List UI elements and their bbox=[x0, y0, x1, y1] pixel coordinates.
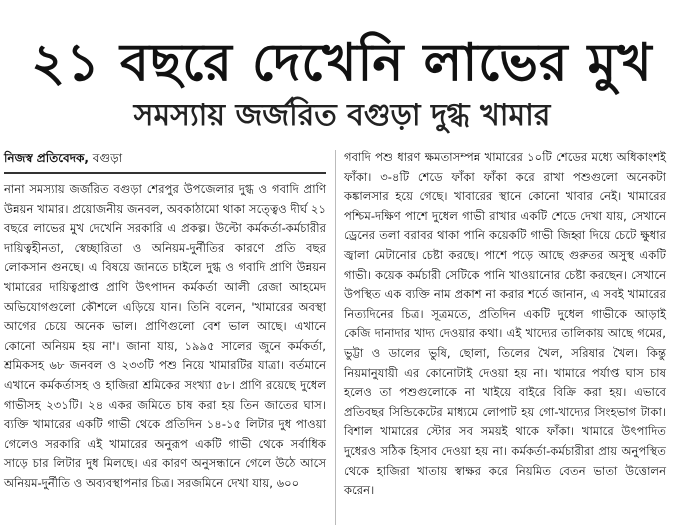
subheadline: সমস্যায় জর্জরিত বগুড়া দুগ্ধ খামার bbox=[133, 98, 551, 133]
byline-rule bbox=[4, 172, 326, 174]
right-column-text: গবাদি পশু ধারণ ক্ষমতাসম্পন্ন খামারের ১০টি শেডের মধ্যে অধিকাংশই ফাঁকা। ৩-৪টি শেডে ফাঁকা ফাঁকা করে রাখা পশুগুলো অনেকটা কঙ্কালসার হয়ে গেছে। খাবারের স্থানে কোনো খাবার নেই। খামারের পশ্চিম-দক্ষিণ পাশে দুধেল গাভী রাখার একটি শেডে দেখা যায়, সেখানে ড্রেনের তলা বরাবর থাকা পানি কয়েকটি গাভী জিহ্বা দিয়ে চেটে ক্ষুধার জ্বালা মেটানোর চেষ্টা করছে। পাশে পড়ে আছে গুরুতর অসুস্থ একটি গাভী। কয়েক কর্মচারী সেটিকে পানি খাওয়ানোর চেষ্টা করছেন। সেখানে উপস্থিত এক ব্যক্তি নাম প্রকাশ না করার শর্তে জানান, এ সবই খামারের নিত্যদিনের চিত্র। সূত্রমতে, প্রতিদিন একটি দুধেল গাভীকে আড়াই কেজি দানাদার খাদ্য দেওয়ার কথা। এই খাদ্যের তালিকায় আছে গমের, ভুট্টা ও ডালের ভুষি, ছোলা, তিলের খৈল, সরিষার খৈল। কিন্তু নিয়মানুযায়ী এর কোনোটাই দেওয়া হয় না। খামারে পর্যাপ্ত ঘাস চাষ হলেও তা পশুগুলোকে না খাইয়ে বাইরে বিক্রি করা হয়। এভাবে প্রতিবছর সিন্ডিকেটের মাধ্যমে লোপাট হয় গো-খাদ্যের সিংহভাগ টাকা। বিশাল খামারের স্টোর সব সময়ই থাকে ফাঁকা। খামারে উৎপাদিত দুধেরও সঠিক হিসাব দেওয়া হয় না। কর্মকর্তা-কর্মচারীরা প্রায় অনুপস্থিত থেকে হাজিরা খাতায় স্বাক্ষর করে নিয়মিত বেতন ভাতা উত্তোলন করেন। bbox=[344, 150, 666, 498]
left-column-text: নানা সমস্যায় জর্জরিত বগুড়া শেরপুর উপজেলার দুগ্ধ ও গবাদি প্রাণি উন্নয়ন খামার। প্রয়োজনীয় জনবল, অবকাঠামো থাকা সত্ত্বেও দীর্ঘ ২১ বছরে লাভের মুখ দেখেনি সরকারি এ প্রকল্প। উল্টো কর্মকর্তা-কর্মচারীর দায়িত্বহীনতা, স্বেচ্ছারিতা ও অনিয়ম-দুর্নীতির কারণে প্রতি বছর লোকসান গুনছে। এ বিষয়ে জানতে চাইলে দুগ্ধ ও গবাদি প্রাণি উন্নয়ন খামারের দায়িত্বপ্রাপ্ত প্রাণি উৎপাদন কর্মকর্তা আলী রেজা আহমেদ অভিযোগগুলো কৌশলে এড়িয়ে যান। তিনি বলেন, 'খামারের অবস্থা আগের চেয়ে অনেক ভাল। প্রাণিগুলো বেশ ভাল আছে। এখানে কোনো অনিয়ম হয় না'। জানা যায়, ১৯৯৫ সালের জুনে কর্মকর্তা, শ্রমিকসহ ৬৮ জনবল ও ২৩৩টি পশু নিয়ে খামারটির যাত্রা। বর্তমানে এখানে কর্মকর্তাসহ ও হাজিরা শ্রমিকের সংখ্যা ৫৮। প্রাণি রয়েছে দুধেল গাভীসহ ২৩১টি। ২৪ একর জমিতে চাষ করা হয় তিন জাতের ঘাস। ব্যক্তি খামারের একটি গাভী থেকে প্রতিদিন ১৪-১৫ লিটার দুধ পাওয়া গেলেও সরকারি এই খামারের অনুরূপ একটি গাভী থেকে সর্বাধিক সাড়ে চার লিটার দুধ মিলছে। এর কারণ অনুসন্ধানে গেলে উঠে আসে অনিয়ম-দুর্নীতি ও অব্যবস্থাপনার চিত্র। সরজমিনে দেখা যায়, ৬০০ bbox=[4, 182, 326, 490]
byline-reporter: নিজস্ব প্রতিবেদক, bbox=[4, 151, 89, 165]
left-column bbox=[4, 148, 326, 494]
byline bbox=[4, 148, 326, 168]
right-column bbox=[344, 148, 666, 501]
headline: ২১ বছরে দেখেনি লাভের মুখ bbox=[31, 33, 653, 93]
column-divider bbox=[335, 150, 336, 525]
byline-location: বগুড়া bbox=[88, 151, 123, 165]
